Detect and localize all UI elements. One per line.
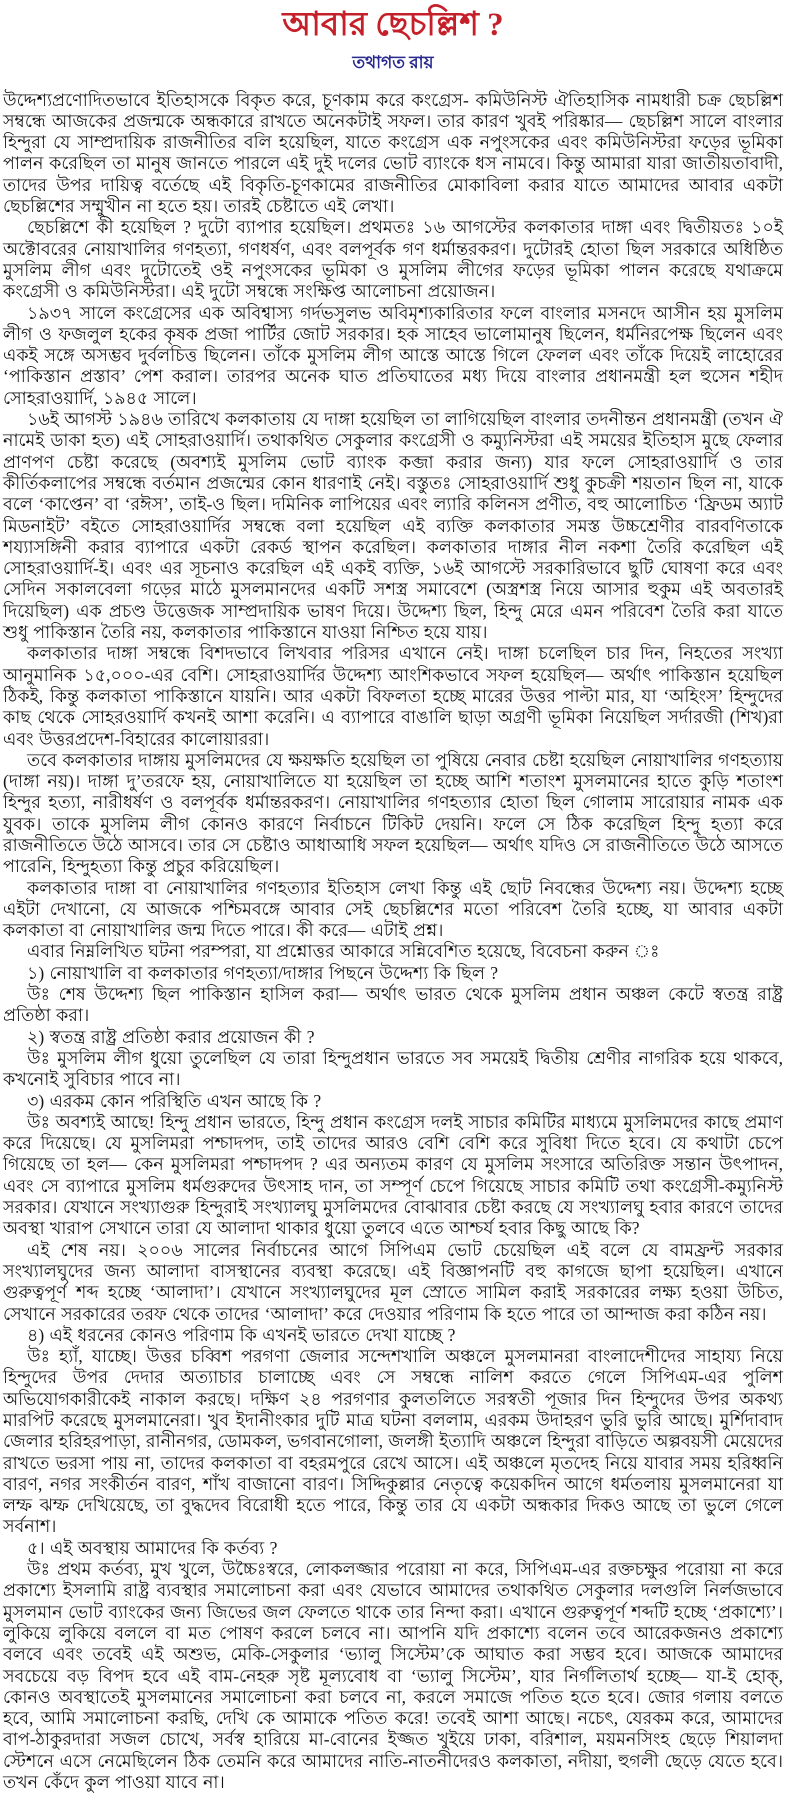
- paragraph: ১৯৩৭ সালে কংগ্রেসের এক অবিশ্বাস্য গর্দভসুলভ অবিমৃশ্যকারিতার ফলে বাংলার মসনদে আসীন হয় মুসলিম লীগ ও ফজলুল হকের কৃষক প্রজা পার্টির জোট সরকার। হক সাহেব ভালোমানুষ ছিলেন, ধর্মনিরপেক্ষ ছিলেন এবং একই সঙ্গে অসম্ভব দুর্বলচিত্ত ছিলেন। তাঁকে মুসলিম লীগ আস্তে আস্তে গিলে ফেলল এবং তাঁকে দিয়েই লাহোরের ‘পাকিস্তান প্রস্তাব’ পেশ করাল। তারপর অনেক ঘাত প্রতিঘাতের মধ্য দিয়ে বাংলার প্রধানমন্ত্রী হল হুসেন শহীদ সোহরাওয়ার্দি, ১৯৪৫ সালে।: [3, 302, 783, 408]
- paragraph: উঃ হ্যাঁ, যাচ্ছে। উত্তর চব্বিশ পরগণা জেলার সন্দেশখালি অঞ্চলে মুসলমানরা বাংলাদেশীদের সাহায্য নিয়ে হিন্দুদের উপর দেদার অত্যাচার চালাচ্ছে এবং সে সম্বন্ধে নালিশ করতে গেলে সিপিএম-এর পুলিশ অভিযোগকারীকেই নাকাল করছে। দক্ষিণ ২৪ পরগণার কুলতলিতে সরস্বতী পূজার দিন হিন্দুদের উপর অকথ্য মারপিট করেছে মুসলমানেরা। খুব ইদানীংকার দুটি মাত্র ঘটনা বললাম, এরকম উদাহরণ ভুরি ভুরি আছে। মুর্শিদাবাদ জেলার হরিহরপাড়া, রানীনগর, ডোমকল, ভগবানগোলা, জলঙ্গী ইত্যাদি অঞ্চলে হিন্দুরা বাড়িতে অল্পবয়সী মেয়েদের রাখতে ভরসা পায় না, তাদের কলকাতা বা বহরমপুরে রেখে আসে। এই অঞ্চলে মৃতদেহ নিয়ে যাবার সময় হরিধ্বনি বারণ, নগর সংকীর্তন বারণ, শাঁখ বাজানো বারণ। সিদ্দিকুল্লার নেতৃত্বে কয়েকদিন আগে ধর্মতলায় মুসলমানেরা যা লম্ফ ঝম্ফ দেখিয়েছে, তা বুদ্ধদেব বিরোধী হতে পারে, কিন্তু তার যে একটা অন্ধকার দিকও আছে তা ভুলে গেলে সর্বনাশ।: [3, 1346, 783, 1537]
- paragraph: ২) স্বতন্ত্র রাষ্ট্র প্রতিষ্ঠা করার প্রয়োজন কী ?: [27, 1026, 315, 1047]
- article-body: [3, 90, 783, 1794]
- paragraph: কলকাতার দাঙ্গা সম্বন্ধে বিশদভাবে লিখবার পরিসর এখানে নেই। দাঙ্গা চলেছিল চার দিন, নিহতের সংখ্যা আনুমানিক ১৫,০০০-এর বেশি। সোহরাওয়ার্দির উদ্দেশ্য আংশিকভাবে সফল হয়েছিল— অর্থাৎ পাকিস্তান হয়েছিল ঠিকই, কিন্তু কলকাতা পাকিস্তানে যায়নি। আর একটা বিফলতা হচ্ছে মারের উত্তর পাল্টা মার, যা ‘অহিংস’ হিন্দুদের কাছ থেকে সোহরওয়ার্দি কখনই আশা করেনি। এ ব্যাপারে বাঙালি ছাড়া অগ্রণী ভূমিকা নিয়েছিল সর্দারজী (শিখ)রা এবং উত্তরপ্রদেশ-বিহারের কালোয়াররা।: [3, 643, 783, 749]
- paragraph: ৫। এই অবস্থায় আমাদের কি কর্তব্য ?: [27, 1537, 278, 1558]
- paragraph: ছেচল্লিশে কী হয়েছিল ? দুটো ব্যাপার হয়েছিল। প্রথমতঃ ১৬ আগস্টের কলকাতার দাঙ্গা এবং দ্বিতীয়তঃ ১০ই অক্টোবরের নোয়াখালির গণহত্যা, গণধর্ষণ, এবং বলপূর্বক গণ ধর্মান্তরকরণ। দুটোরই হোতা ছিল সরকারে অধিষ্ঠিত মুসলিম লীগ এবং দুটোতেই ওই নপুংসকের ভূমিকা ও মুসলিম লীগের ফড়ের ভূমিকা পালন করেছে যথাক্রমে কংগ্রেসী ও কমিউনিস্টরা। এই দুটো সম্বন্ধে সংক্ষিপ্ত আলোচনা প্রয়োজন।: [3, 217, 783, 302]
- paragraph: ৩) এরকম কোন পরিস্থিতি এখন আছে কি ?: [27, 1090, 322, 1111]
- paragraph: উঃ শেষ উদ্দেশ্য ছিল পাকিস্তান হাসিল করা— অর্থাৎ ভারত থেকে মুসলিম প্রধান অঞ্চল কেটে স্বতন্ত্র রাষ্ট্র প্রতিষ্ঠা করা।: [3, 984, 783, 1026]
- article-author: তথাগত রায়: [352, 52, 434, 72]
- paragraph: ১) নোয়াখালি বা কলকাতার গণহত্যা/দাঙ্গার পিছনে উদ্দেশ্য কি ছিল ?: [27, 962, 499, 983]
- paragraph: উঃ অবশ্যই আছে! হিন্দু প্রধান ভারতে, হিন্দু প্রধান কংগ্রেস দলই সাচার কমিটির মাধ্যমে মুসলিমদের কাছে প্রমাণ করে দিয়েছে। যে মুসলিমরা পশ্চাদপদ, তাই তাদের আরও বেশি বেশি করে সুবিধা দিতে হবে। যে কথাটা চেপে গিয়েছে তা হল— কেন মুসলিমরা পশ্চাদপদ ? এর অন্যতম কারণ যে মুসলিম সংসারে অতিরিক্ত সন্তান উৎপাদন, এবং সে ব্যাপারে মুসলিম ধর্মগুরুদের উৎসাহ দান, তা সম্পূর্ণ চেপে গিয়েছে সাচার কমিটি তথা কংগ্রেসী-কম্যুনিস্ট সরকার। যেখানে সংখ্যাগুরু হিন্দুরাই সংখ্যালঘু মুসলিমদের বোঝাবার চেষ্টা করছে যে সংখ্যালঘু হবার কারণে তাদের অবস্থা খারাপ সেখানে তারা যে আলাদা থাকার ধুয়ো তুলবে এতে আশ্চর্য হবার কিছু আছে কি?: [3, 1111, 783, 1239]
- paragraph: এবার নিম্নলিখিত ঘটনা পরম্পরা, যা প্রশ্নোত্তর আকারে সন্নিবেশিত হয়েছে, বিবেচনা করুন ঃ: [27, 941, 661, 962]
- paragraph: তবে কলকাতার দাঙ্গায় মুসলিমদের যে ক্ষয়ক্ষতি হয়েছিল তা পুষিয়ে নেবার চেষ্টা হয়েছিল নোয়াখালির গণহত্যায় (দাঙ্গা নয়)। দাঙ্গা দু’তরফে হয়, নোয়াখালিতে যা হয়েছিল তা হচ্ছে আশি শতাংশ মুসলমানের হাতে কুড়ি শতাংশ হিন্দুর হত্যা, নারীধর্ষণ ও বলপূর্বক ধর্মান্তরকরণ। নোয়াখালির গণহত্যার হোতা ছিল গোলাম সারোয়ার নামক এক যুবক। তাকে মুসলিম লীগ কোনও কারণে নির্বাচনে টিকিট দেয়নি। ফলে সে ঠিক করেছিল হিন্দু হত্যা করে রাজনীতিতে উঠে আসবে। তার সে চেষ্টাও আধাআধি সফল হয়েছিল— অর্থাৎ যদিও সে রাজনীতিতে উঠে আসতে পারেনি, হিন্দুহত্যা কিন্তু প্রচুর করিয়েছিল।: [3, 749, 783, 877]
- paragraph: কলকাতার দাঙ্গা বা নোয়াখালির গণহত্যার ইতিহাস লেখা কিন্তু এই ছোট নিবন্ধের উদ্দেশ্য নয়। উদ্দেশ্য হচ্ছে এইটা দেখানো, যে আজকে পশ্চিমবঙ্গে আবার সেই ছেচল্লিশের মতো পরিবেশ তৈরি হচ্ছে, যা আবার একটা কলকাতা বা নোয়াখালির জন্ম দিতে পারে। কী করে— এটাই প্রশ্ন।: [3, 877, 783, 941]
- paragraph: উদ্দেশ্যপ্রণোদিতভাবে ইতিহাসকে বিকৃত করে, চূণকাম করে কংগ্রেস- কমিউনিস্ট ঐতিহাসিক নামধারী চক্র ছেচল্লিশ সম্বন্ধে আজকের প্রজন্মকে অন্ধকারে রাখতে অনেকটাই সফল। তার কারণ খুবই পরিষ্কার— ছেচল্লিশ সালে বাংলার হিন্দুরা যে সাম্প্রদায়িক রাজনীতির বলি হয়েছিল, যাতে কংগ্রেস এক নপুংসকের এবং কমিউনিস্টরা ফড়ের ভূমিকা পালন করেছিল তা মানুষ জানতে পারলে এই দুই দলের ভোট ব্যাংকে ধস নামবে। কিন্তু আমারা যারা জাতীয়তাবাদী, তাদের উপর দায়িত্ব বর্তেছে এই বিকৃতি-চূণকামের রাজনীতির মোকাবিলা করার যাতে আমাদের আবার একটা ছেচল্লিশের সম্মুখীন না হতে হয়। তারই চেষ্টাতে এই লেখা।: [3, 89, 783, 217]
- paragraph: ১৬ই আগস্ট ১৯৪৬ তারিখে কলকাতায় যে দাঙ্গা হয়েছিল তা লাগিয়েছিল বাংলার তদনীন্তন প্রধানমন্ত্রী (তখন ঐ নামেই ডাকা হত) এই সোহরাওয়ার্দি। তথাকথিত সেকুলার কংগ্রেসী ও কম্যুনিস্টরা এই সময়ের ইতিহাস মুছে ফেলার প্রাণপণ চেষ্টা করেছে (অবশ্যই মুসলিম ভোট ব্যাংক কব্জা করার জন্য) যার ফলে সোহরাওয়ার্দি ও তার কীর্তিকলাপের সম্বন্ধে বর্তমান প্রজন্মের কোন ধারণাই নেই। বস্তুতঃ সোহরাওয়ার্দি শুধু কুচক্রী শয়তান ছিল না, যাকে বলে ‘কাপ্তেন’ বা ‘রঈস’, তাই-ও ছিল। দমিনিক লাপিয়ের এবং ল্যারি কলিনস প্রণীত, বহু আলোচিত ‘ফ্রিডম অ্যাট মিডনাইট’ বইতে সোহরাওয়ার্দির সম্বন্ধে বলা হয়েছিল এই ব্যক্তি কলকাতার সমস্ত উচ্চশ্রেণীর বারবণিতাকে শয্যাসঙ্গিনী করার ব্যাপারে একটা রেকর্ড স্থাপন করেছিল। কলকাতার দাঙ্গার নীল নকশা তৈরি করেছিল এই সোহরাওয়ার্দি-ই। এবং এর সূচনাও করেছিল এই একই ব্যক্তি, ১৬ই আগস্টে সরকারিভাবে ছুটি ঘোষণা করে এবং সেদিন সকালবেলা গড়ের মাঠে মুসলমানদের একটি সশস্ত্র সমাবেশে (অস্ত্রশস্ত্র নিয়ে আসার হুকুম এই অবতারই দিয়েছিল) এক প্রচণ্ড উত্তেজক সাম্প্রদায়িক ভাষণ দিয়ে। উদ্দেশ্য ছিল, হিন্দু মেরে এমন পরিবেশ তৈরি করা যাতে শুধু পাকিস্তান তৈরি নয়, কলকাতার পাকিস্তানে যাওয়া নিশ্চিত হয়ে যায়।: [3, 409, 783, 643]
- page-title: আবার ছেচল্লিশ ?: [282, 7, 504, 43]
- paragraph: উঃ প্রথম কর্তব্য, মুখ খুলে, উচ্চৈঃস্বরে, লোকলজ্জার পরোয়া না করে, সিপিএম-এর রক্তচক্ষুর পরোয়া না করে প্রকাশ্যে ইসলামি রাষ্ট্র ব্যবস্থার সমালোচনা করা এবং যেভাবে আমাদের তথাকথিত সেকুলার দলগুলি নির্লজভাবে মুসলমান ভোট ব্যাংকের জন্য জিভের জল ফেলতে থাকে তার নিন্দা করা। এখানে গুরুত্বপূর্ণ শব্দটি হচ্ছে ‘প্রকাশ্যে’। লুকিয়ে লুকিয়ে বললে বা মত পোষণ করলে চলবে না। আপনি যদি প্রকাশ্যে বলেন তবে আরেকজনও প্রকাশ্যে বলবে এবং তবেই এই অশুভ, মেকি-সেকুলার ‘ভ্যালু সিস্টেম’কে আঘাত করা সম্ভব হবে। আজকে আমাদের সবচেয়ে বড় বিপদ হবে এই বাম-নেহরু সৃষ্ট মূল্যবোধ বা ‘ভ্যালু সিস্টেম’, যার নির্গলিতার্থ হচ্ছে— যা-ই হোক্, কোনও অবস্থাতেই মুসলমানের সমালোচনা করা চলবে না, করলে সমাজে পতিত হতে হবে। জোর গলায় বলতে হবে, আমি সমালোচনা করছি, দেখি কে আমাকে পতিত করে! তবেই আশা আছে। নচেৎ, যেরকম করে, আমাদের বাপ-ঠাকুরদারা সজল চোখে, সর্বস্ব হারিয়ে মা-বোনের ইজ্জত খুইয়ে ঢাকা, বরিশাল, ময়মনসিংহ ছেড়ে শিয়ালদা স্টেশনে এসে নেমেছিলেন ঠিক তেমনি করে আমাদের নাতি-নাতনীদেরও কলকাতা, নদীয়া, হুগলী ছেড়ে যেতে হবে। তখন কেঁদে কুল পাওয়া যাবে না।: [3, 1559, 783, 1793]
- paragraph: উঃ মুসলিম লীগ ধুয়ো তুলেছিল যে তারা হিন্দুপ্রধান ভারতে সব সময়েই দ্বিতীয় শ্রেণীর নাগরিক হয়ে থাকবে, কখনোই সুবিচার পাবে না।: [3, 1047, 783, 1090]
- paragraph: এই শেষ নয়। ২০০৬ সালের নির্বাচনের আগে সিপিএম ভোট চেয়েছিল এই বলে যে বামফ্রন্ট সরকার সংখ্যালঘুদের জন্য আলাদা বাসস্থানের ব্যবস্থা করেছে। এই বিজ্ঞাপনটি বহু কাগজে ছাপা হয়েছিল। এখানে গুরুত্বপূর্ণ শব্দ হচ্ছে ‘আলাদা’। যেখানে সংখ্যালঘুদের মূল স্রোতে সামিল করাই সরকারের লক্ষ্য হওয়া উচিত, সেখানে সরকারের তরফ থেকে তাদের ‘আলাদা’ করে দেওয়ার পরিণাম কি হতে পারে তা আন্দাজ করা কঠিন নয়।: [3, 1239, 783, 1324]
- paragraph: ৪) এই ধরনের কোনও পরিণাম কি এখনই ভারতে দেখা যাচ্ছে ?: [27, 1324, 456, 1345]
